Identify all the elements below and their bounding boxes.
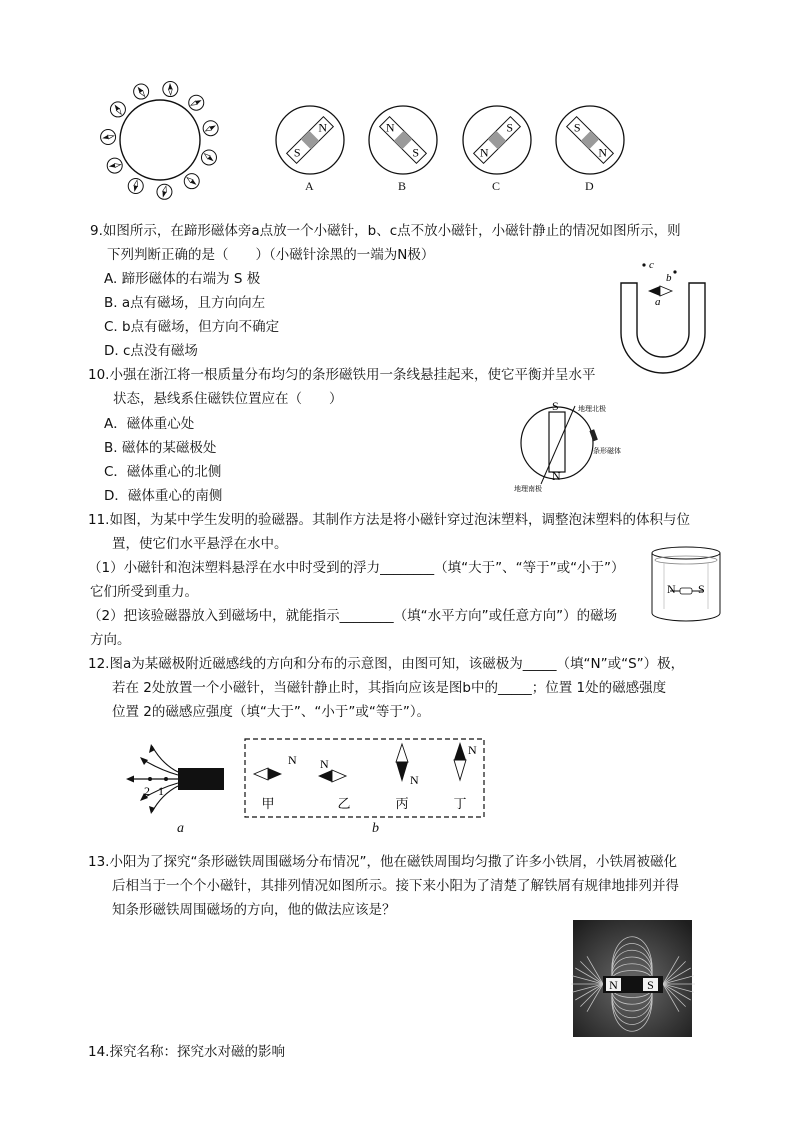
needle-bing-n-label: N	[410, 773, 419, 787]
magnet-option-d	[554, 104, 626, 176]
compass-ring-figure	[100, 78, 230, 206]
q10-option-b: B. 磁体的某磁极处	[104, 440, 217, 456]
point-a-label: a	[655, 296, 661, 308]
small-compass-icon	[163, 82, 178, 97]
needle-yi-n-label: N	[320, 757, 329, 771]
water-beaker-figure	[650, 545, 722, 625]
geo-north-label: 地理北极	[578, 405, 606, 413]
geo-south-label: 地理南极	[514, 485, 542, 493]
small-compass-icon	[128, 178, 143, 193]
filings-n-label: N	[609, 978, 618, 992]
magnet-a-bottom-label: S	[293, 145, 301, 160]
magnet-n-label: N	[552, 469, 561, 483]
q11-part1-line1: （1）小磁针和泡沫塑料悬浮在水中时受到的浮力________（填“大于”、“等于”或“小于”）	[88, 560, 625, 576]
option-c-label: C	[492, 179, 501, 193]
q10-option-c: C．磁体重心的北侧	[104, 464, 222, 480]
magnet-b-bottom-label: S	[412, 145, 420, 160]
position-2-label: 2	[144, 784, 150, 798]
q12-stem-line3: 位置 2的磁感应强度（填“大于”、“小于”或“等于”）。	[112, 704, 431, 720]
q9-option-b: B. a点有磁场，且方向向左	[104, 295, 266, 311]
horseshoe-magnet-figure	[618, 255, 708, 373]
figure-b-caption: b	[372, 821, 379, 836]
magnet-option-a	[274, 104, 346, 176]
q10-option-d: D．磁体重心的南侧	[104, 488, 223, 504]
q9-option-a: A. 蹄形磁体的右端为 S 极	[104, 271, 261, 287]
earth-magnet-figure	[505, 400, 645, 496]
q12-stem-line1: 12.图a为某磁极附近磁感线的方向和分布的示意图，由图可知，该磁极为_____（填“N”或“S”）极，	[88, 656, 685, 672]
q12-stem-line2: 若在 2处放置一个小磁针，当磁针静止时，其指向应该是图b中的_____；位置 1处的磁感强度	[112, 680, 667, 696]
small-compass-icon	[157, 184, 172, 199]
needle-jia-label: 甲	[261, 797, 275, 812]
q11-stem-line2: 置，使它们水平悬浮在水中。	[112, 536, 288, 552]
needle-ding-n-label: N	[468, 743, 477, 757]
magnet-d-top-label: S	[573, 120, 581, 135]
small-compass-icon	[110, 102, 125, 117]
iron-filings-photo	[573, 920, 692, 1037]
small-compass-icon	[201, 150, 216, 165]
figure-a-caption: a	[177, 821, 184, 836]
q11-part2-line1: （2）把该验磁器放入到磁场中，就能指示________（填“水平方向”或任意方向”）的磁场	[88, 608, 618, 624]
q9-option-d: D. c点没有磁场	[104, 343, 198, 359]
q13-stem-line1: 13.小阳为了探究“条形磁铁周围磁场分布情况”，他在磁铁周围均匀撒了许多小铁屑，小铁屑被磁化	[88, 854, 677, 870]
magnet-b-top-label: N	[385, 120, 395, 135]
q13-stem-line2: 后相当于一个个小磁针，其排列情况如图所示。接下来小阳为了清楚了解铁屑有规律地排列并得	[112, 878, 679, 894]
small-compass-icon	[203, 121, 218, 136]
needle-jia-n-label: N	[288, 753, 297, 767]
bar-magnet-label: 条形磁体	[593, 447, 621, 455]
q11-part1-line2: 它们所受到重力。	[90, 584, 198, 600]
small-compass-icon	[184, 174, 199, 189]
small-compass-icon	[101, 130, 116, 145]
magnet-option-b	[367, 104, 439, 176]
needle-choices-figure-b	[244, 738, 486, 820]
small-compass-icon	[134, 84, 149, 99]
q9-option-c: C. b点有磁场，但方向不确定	[104, 319, 280, 335]
option-a-label: A	[305, 179, 314, 193]
option-b-label: B	[398, 179, 407, 193]
magnet-c-bottom-label: N	[479, 145, 489, 160]
q11-stem-line1: 11.如图，为某中学生发明的验磁器。其制作方法是将小磁针穿过泡沫塑料，调整泡沫塑料的体积与位	[88, 512, 690, 528]
magnet-option-c	[461, 104, 533, 176]
needle-s-label: S	[698, 582, 705, 596]
q10-stem-line1: 10.小强在浙江将一根质量分布均匀的条形磁铁用一条线悬挂起来，使它平衡并呈水平	[88, 367, 596, 383]
small-compass-icon	[189, 95, 204, 110]
q9-stem-line2: 下列判断正确的是（ ）（小磁针涂黑的一端为N极）	[107, 247, 435, 263]
q10-option-a: A．磁体重心处	[104, 416, 195, 432]
q14-title: 14.探究名称：探究水对磁的影响	[88, 1044, 285, 1060]
needle-yi-label: 乙	[337, 797, 351, 812]
q11-part2-line2: 方向。	[90, 632, 131, 648]
needle-n-label: N	[667, 582, 676, 596]
magnet-s-label: S	[552, 399, 559, 413]
option-d-label: D	[585, 179, 594, 193]
magnet-d-bottom-label: N	[598, 145, 608, 160]
needle-ding-label: 丁	[453, 797, 467, 812]
q9-stem-line1: 9.如图所示，在蹄形磁体旁a点放一个小磁针，b、c点不放小磁针，小磁针静止的情况如图所示，则	[90, 223, 681, 239]
q13-stem-line3: 知条形磁铁周围磁场的方向，他的做法应该是？	[112, 902, 396, 918]
magnet-c-top-label: S	[506, 120, 514, 135]
q10-stem-line2: 状态，悬线系住磁铁位置应在（ ）	[113, 391, 343, 407]
needle-bing-label: 丙	[395, 797, 409, 812]
position-1-label: 1	[158, 784, 164, 798]
magnet-a-top-label: N	[318, 120, 328, 135]
point-c-label: c	[649, 259, 654, 271]
point-b-label: b	[666, 272, 672, 284]
filings-s-label: S	[647, 978, 654, 992]
small-compass-icon	[107, 158, 122, 173]
